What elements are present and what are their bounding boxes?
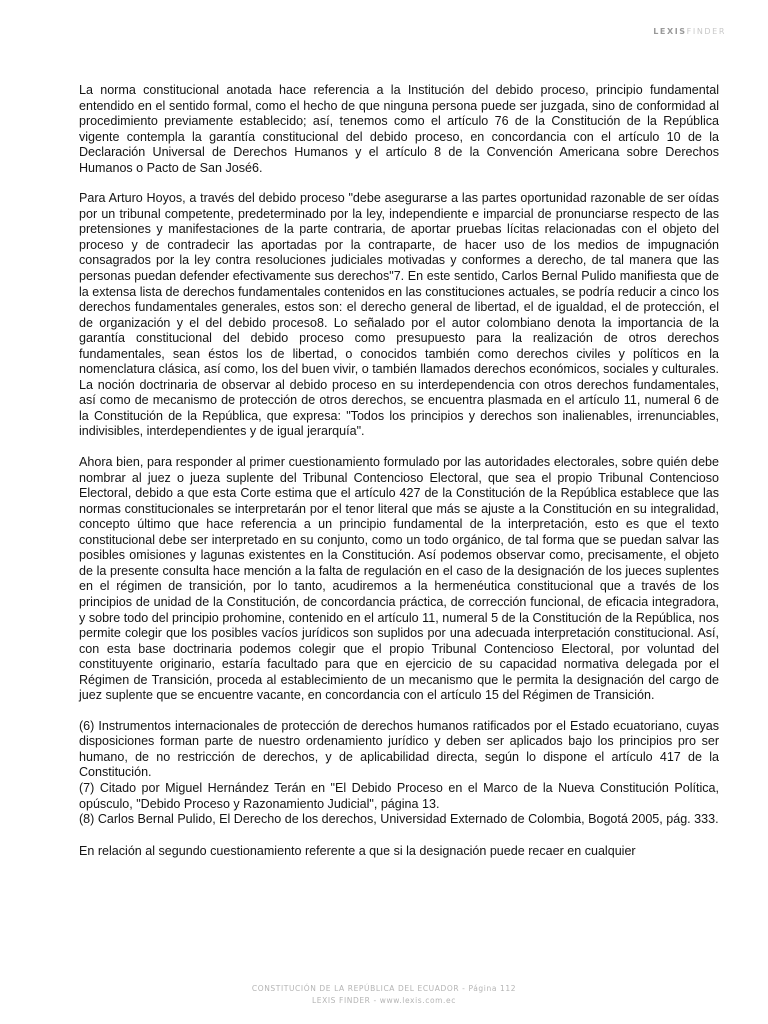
brand-part1: LEXIS	[653, 27, 687, 36]
footer-website: LEXIS FINDER - www.lexis.com.ec	[312, 996, 456, 1005]
footnote-7: (7) Citado por Miguel Hernández Terán en "El Debido Proceso en el Marco de la Nueva Constitución Política, opúsculo, "Debido Proceso y Razonamiento Judicial", página 13.	[79, 780, 719, 811]
footnote-6: (6) Instrumentos internacionales de protección de derechos humanos ratificados por el Estado ecuatoriano, cuyas disposiciones forman parte de nuestro ordenamiento jurídico y deben ser aplicados bajo los principios pro ser humano, de no restricción de derechos, y de aplicabilidad directa, según lo dispone el artículo 417 de la Constitución.	[79, 718, 719, 780]
brand-part2: FINDER	[686, 27, 726, 36]
footnote-8: (8) Carlos Bernal Pulido, El Derecho de los derechos, Universidad Externado de Colombia, Bogotá 2005, pág. 333.	[79, 812, 719, 827]
paragraph-2: Para Arturo Hoyos, a través del debido proceso "debe asegurarse a las partes oportunidad razonable de ser oídas por un tribunal competente, predeterminado por la ley, independiente e imparcial de pronunciarse respecto de las pretensiones y manifestaciones de la parte contraria, de aportar pruebas lícitas relacionadas con el objeto del proceso y de contradecir las aportadas por la contraparte, de hacer uso de los medios de impugnación consagrados por la ley contra resoluciones judiciales motivadas y conformes a derecho, de tal manera que las personas puedan defender efectivamente sus derechos"7. En este sentido, Carlos Bernal Pulido manifiesta que de la extensa lista de derechos fundamentales contenidos en las constituciones actuales, se podría reducir a cinco los derechos fundamentales generales, estos son: el derecho general de libertad, el de igualdad, el de protección, el de organización y el del debido proceso8. Lo señalado por el autor colombiano denota la importancia de la garantía constitucional del debido proceso como presupuesto para la realización de otros derechos fundamentales, sean éstos los de libertad, o conocidos también como derechos civiles y políticos en la nomenclatura clásica, así como, los del buen vivir, o también llamados derechos económicos, sociales y culturales. La noción doctrinaria de observar al debido proceso en su interdependencia con otros derechos fundamentales, así como de mecanismo de protección de otros derechos, se encuentra plasmada en el artículo 11, numeral 6 de la Constitución de la República, que expresa: "Todos los principios y derechos son inalienables, irrenunciables, indivisibles, interdependientes y de igual jerarquía".	[79, 191, 719, 439]
page-footer	[0, 983, 768, 1007]
brand-logo	[653, 27, 726, 36]
paragraph-4: En relación al segundo cuestionamiento referente a que si la designación puede recaer en cualquier	[79, 843, 636, 858]
document-body	[79, 83, 719, 859]
footnotes-block	[79, 719, 719, 828]
paragraph-1: La norma constitucional anotada hace referencia a la Institución del debido proceso, principio fundamental entendido en el sentido formal, como el hecho de que ninguna persona puede ser juzgada, sino de conformidad al procedimiento previamente establecido; así, tenemos como el artículo 76 de la Constitución de la República vigente contempla la garantía constitucional del debido proceso, en concordancia con el artículo 10 de la Declaración Universal de Derechos Humanos y el artículo 8 de la Convención Americana sobre Derechos Humanos o Pacto de San José6.	[79, 83, 719, 175]
paragraph-3: Ahora bien, para responder al primer cuestionamiento formulado por las autoridades electorales, sobre quién debe nombrar al juez o jueza suplente del Tribunal Contencioso Electoral, que sea el propio Tribunal Contencioso Electoral, debido a que esta Corte estima que el artículo 427 de la Constitución de la República establece que las normas constitucionales se interpretarán por el tenor literal que más se ajuste a la Constitución en su integralidad, concepto último que hace referencia a un principio fundamental de la interpretación, esto es que el texto constitucional debe ser interpretado en su conjunto, como un todo orgánico, de tal forma que se puedan salvar las posibles omisiones y lagunas existentes en la Constitución. Así podemos observar como, precisamente, el objeto de la presente consulta hace mención a la falta de regulación en el caso de la designación de los jueces suplentes en el régimen de transición, por lo tanto, acudiremos a la hermenéutica constitucional que a través de los principios de unidad de la Constitución, de concordancia práctica, de corrección funcional, de eficacia integradora, y sobre todo del principio prohomine, contenido en el artículo 11, numeral 5 de la Constitución de la República, nos permite colegir que los posibles vacíos jurídicos son suplidos por una adecuada interpretación constitucional. Así, con esta base doctrinaria podemos colegir que el propio Tribunal Contencioso Electoral, por voluntad del constituyente originario, estaría facultado para que en ejercicio de su capacidad normativa delegada por el Régimen de Transición, proceda al establecimiento de un mecanismo que le permita la designación del cargo de juez suplente que se encuentre vacante, en concordancia con el artículo 15 del Régimen de Transición.	[79, 455, 719, 703]
footer-page-reference: CONSTITUCIÓN DE LA REPÚBLICA DEL ECUADOR - Página 112	[251, 984, 517, 993]
